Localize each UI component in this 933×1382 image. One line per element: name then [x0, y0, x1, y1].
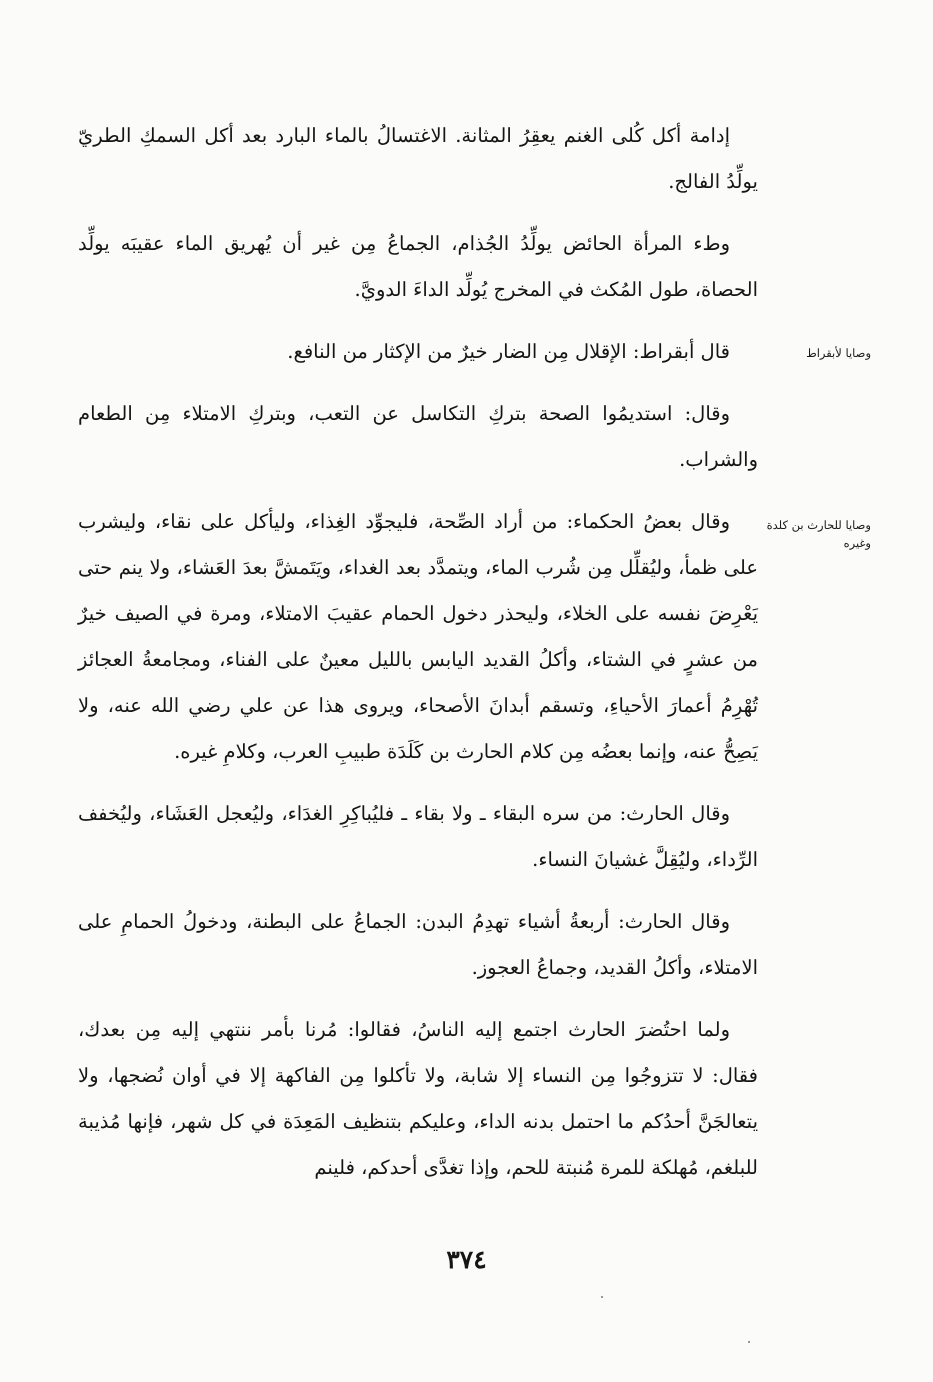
paragraph: وقال بعضُ الحكماء: من أراد الصِّحة، فليجوِّد الغِذاء، وليأكل على نقاء، وليشرب على ظمأ، وليُقلِّل مِن شُرب الماء، ويتمدَّد بعد الغداء، ويَتَمشَّ بعدَ العَشاء، ولا ينم حتى يَعْرِضَ نفسه على الخلاء، وليحذر دخول الحمام عقيبَ الامتلاء، ومرة في الصيف خيرٌ من عشرٍ في الشتاء، وأكلُ القديد اليابس بالليل معينٌ على الفناء، ومجامعةُ العجائز تُهْرِمُ أعمارَ الأحياءِ، وتسقم أبدانَ الأصحاء، ويروى هذا عن علي رضي الله عنه، ولا يَصِحُّ عنه، وإنما بعضُه مِن كلام الحارث بن كَلَدَة طبيبِ العرب، وكلامِ غيره.	[78, 510, 758, 763]
page-body	[78, 113, 758, 1207]
paragraph: قال أبقراط: الإقلال مِن الضار خيرٌ من الإكثار من النافع.	[287, 340, 730, 363]
margin-note-harith: وصايا للحارث بن كلدة وغيره	[766, 518, 871, 550]
paragraph: وقال: استديمُوا الصحة بتركِ التكاسل عن التعب، وبتركِ الامتلاء مِن الطعام والشراب.	[78, 402, 758, 471]
paragraph: وقال الحارث: أربعةُ أشياء تهدِمُ البدن: الجماعُ على البطنة، ودخولُ الحمامِ على الامتلاء، وأكلُ القديد، وجماعُ العجوز.	[78, 910, 758, 979]
paragraph: وقال الحارث: من سره البقاء ـ ولا بقاء ـ فليُباكِرِ الغدَاء، وليُعجل العَشَاء، وليُخفف الرِّداء، وليُقِلَّ غشيانَ النساء.	[78, 802, 758, 871]
paragraph: وطء المرأة الحائض يولِّدُ الجُذام، الجماعُ مِن غير أن يُهريق الماء عقيبَه يولِّد الحصاة، طول المُكث في المخرج يُولِّد الداءَ الدويَّ.	[78, 232, 758, 301]
scan-speck	[748, 1341, 750, 1343]
paragraph: إدامة أكل كُلى الغنم يعقِرُ المثانة. الاغتسالُ بالماء البارد بعد أكل السمكِ الطريّ يولِّدُ الفالج.	[78, 124, 758, 193]
scan-speck	[601, 1296, 603, 1298]
page-number: ٣٧٤	[446, 1245, 487, 1274]
margin-note-hippocrates: وصايا لأبقراط	[806, 346, 871, 360]
paragraph: ولما احتُضرَ الحارث اجتمع إليه الناسُ، فقالوا: مُرنا بأمر ننتهي إليه مِن بعدك، فقال: لا تتزوجُوا مِن النساء إلا شابة، ولا تأكلوا مِن الفاكهة إلا في أوان نُضجها، ولا يتعالجَنَّ أحدُكم ما احتمل بدنه الداء، وعليكم بتنظيف المَعِدَة في كل شهر، فإنها مُذيبة للبلغم، مُهلكة للمرة مُنبتة للحم، وإذا تغدَّى أحدكم، فلينم	[78, 1018, 758, 1179]
